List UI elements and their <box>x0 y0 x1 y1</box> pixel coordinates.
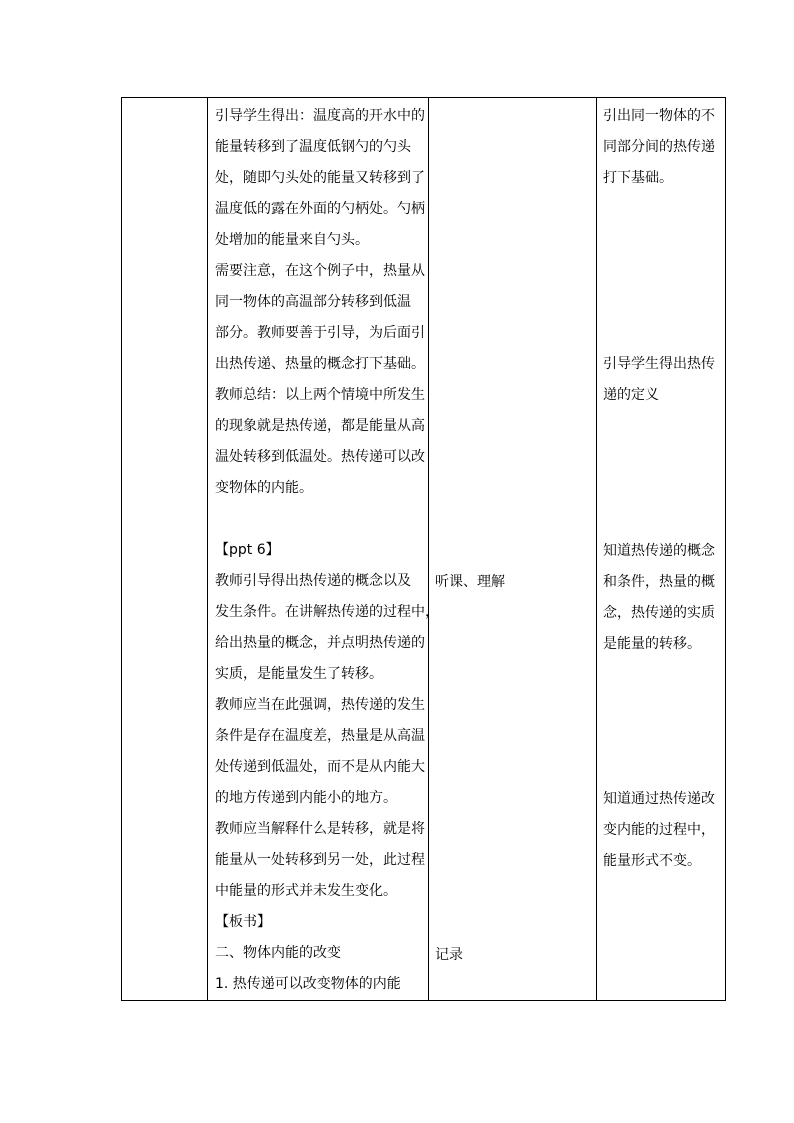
design-intent-block-1 <box>603 101 715 194</box>
teacher-text-line: 的地方传递到内能小的地方。 <box>215 790 397 806</box>
student-activity-record <box>435 940 463 971</box>
teacher-text-line: 【ppt 6】 <box>215 542 280 558</box>
student-listen-text: 听课、理解 <box>435 574 505 590</box>
teacher-text-line: 温处转移到低温处。热传递可以改 <box>215 449 425 465</box>
intent-text-line: 是能量的转移。 <box>603 636 701 652</box>
teacher-text-line: 的现象就是热传递，都是能量从高 <box>215 418 425 434</box>
teacher-text-line: 教师总结：以上两个情境中所发生 <box>215 387 425 403</box>
student-record-text: 记录 <box>435 947 463 963</box>
teacher-text-line: 中能量的形式并未发生变化。 <box>215 883 397 899</box>
teacher-text-line: 教师应当解释什么是转移，就是将 <box>215 821 425 837</box>
intent-text-line: 递的定义 <box>603 387 659 403</box>
intent-text-line: 能量形式不变。 <box>603 853 701 869</box>
teacher-text-line: 温度低的露在外面的勺柄处。勺柄 <box>215 201 425 217</box>
teacher-text-line: 教师引导得出热传递的概念以及 <box>215 573 411 589</box>
column-divider-1 <box>207 98 208 1000</box>
teacher-text-line: 实质，是能量发生了转移。 <box>215 666 383 682</box>
design-intent-block-2 <box>603 349 715 411</box>
teacher-text-line: 处增加的能量来自勺头。 <box>215 232 369 248</box>
intent-text-line: 打下基础。 <box>603 170 673 186</box>
intent-text-line: 变内能的过程中， <box>603 822 715 838</box>
teacher-text-line: 出热传递、热量的概念打下基础。 <box>215 356 425 372</box>
design-intent-block-4 <box>603 784 715 877</box>
intent-text-line: 引出同一物体的不 <box>603 108 715 124</box>
teacher-text-line: 处，随即勺头处的能量又转移到了 <box>215 170 425 186</box>
teacher-text-line: 同一物体的高温部分转移到低温 <box>215 294 411 310</box>
intent-text-line: 念，热传递的实质 <box>603 605 715 621</box>
intent-text-line: 和条件，热量的概 <box>603 574 715 590</box>
teacher-text-line: 【板书】 <box>215 914 271 930</box>
teacher-text-line: 给出热量的概念，并点明热传递的 <box>215 635 425 651</box>
column-divider-3 <box>596 98 597 1000</box>
teacher-text-line: 能量从一处转移到另一处，此过程 <box>215 852 425 868</box>
teacher-text-line: 部分。教师要善于引导，为后面引 <box>215 325 425 341</box>
teacher-activity-cell <box>215 101 439 1000</box>
teacher-text-line: 1. 热传递可以改变物体的内能 <box>215 976 401 992</box>
intent-text-line: 引导学生得出热传 <box>603 356 715 372</box>
student-activity-listen <box>435 567 505 598</box>
lesson-table <box>121 97 726 1001</box>
teacher-text-line: 能量转移到了温度低钢勺的勺头 <box>215 139 411 155</box>
teacher-text-line: 变物体的内能。 <box>215 480 313 496</box>
intent-text-line: 同部分间的热传递 <box>603 139 715 155</box>
teacher-text-line <box>215 504 439 535</box>
teacher-text-line: 需要注意，在这个例子中，热量从 <box>215 263 425 279</box>
intent-text-line: 知道热传递的概念 <box>603 543 715 559</box>
teacher-text-line: 处传递到低温处，而不是从内能大 <box>215 759 425 775</box>
design-intent-block-3 <box>603 536 715 660</box>
teacher-text-line: 条件是存在温度差，热量是从高温 <box>215 728 425 744</box>
teacher-text-line: 引导学生得出：温度高的开水中的 <box>215 108 425 124</box>
teacher-text-line: 发生条件。在讲解热传递的过程中， <box>215 604 439 620</box>
intent-text-line: 知道通过热传递改 <box>603 791 715 807</box>
teacher-text-line: 教师应当在此强调，热传递的发生 <box>215 697 425 713</box>
teacher-text-line: 二、物体内能的改变 <box>215 945 341 961</box>
